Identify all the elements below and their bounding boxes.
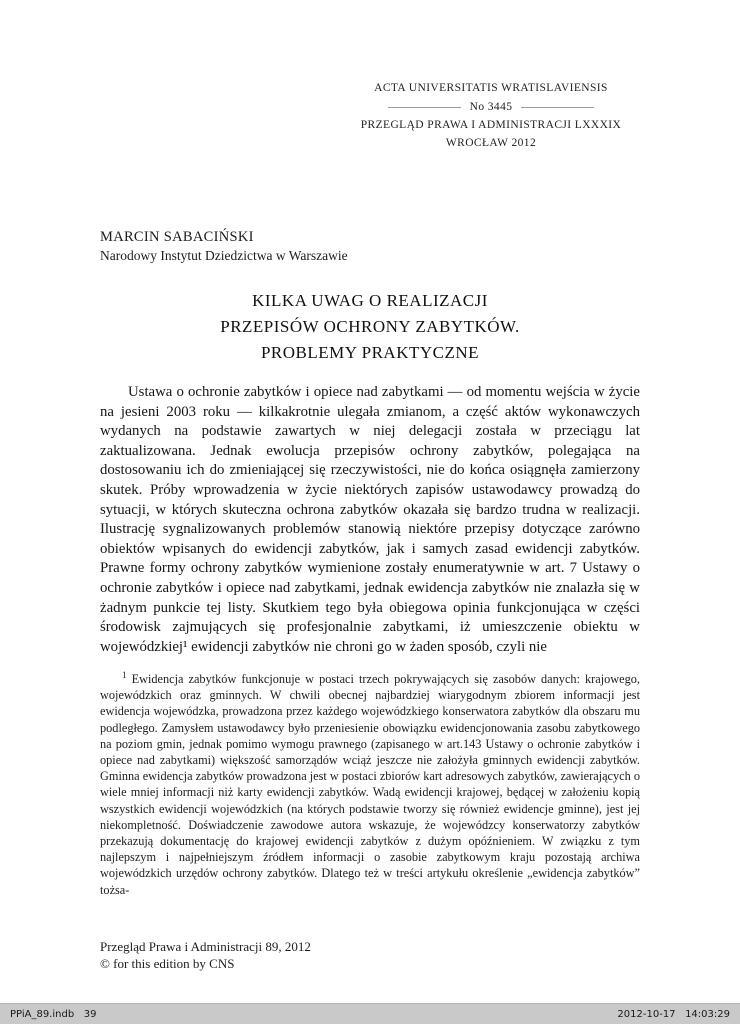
title-line-2: PRZEPISÓW OCHRONY ZABYTKÓW. xyxy=(220,317,520,336)
journal-number: No 3445 xyxy=(469,100,513,113)
statusbar-filename-page: PPiA_89.indb 39 xyxy=(10,1008,97,1020)
journal-header xyxy=(348,80,634,152)
author-block xyxy=(100,228,348,265)
title-line-3: PROBLEMY PRAKTYCZNE xyxy=(260,343,480,362)
left-rule xyxy=(388,107,461,108)
article-title xyxy=(100,288,640,366)
footer-copyright-line: © for this edition by CNS xyxy=(100,956,235,971)
footnote xyxy=(100,671,640,898)
footnote-text: Ewidencja zabytków funkcjonuje w postaci trzech pokrywających się zasobów danych: krajowego, wojewódzkich oraz gminnych. W chwili obecnej najbardziej wiarygodnym zbiorem informacji jest ewidencja wojewódzka, prowadzona przez każdego wojewódzkiego konserwatora zabytków dla obszaru mu podległego. Zamysłem ustawodawcy było przeniesienie obowiązku ewidencjonowania zasobu zabytkowego na poziom gmin, jednak pomimo wymogu prawnego (zapisanego w art.143 Ustawy o ochronie zabytków i opiece nad zabytkami) większość samorządów wciąż jeszcze nie założyła gminnych ewidencji zabytków. Gminna ewidencja zabytków prowadzona jest w postaci zbiorów kart adresowych zabytków, zawierających o wiele mniej informacji niż karty ewidencji zabytków. Wadą ewidencji krajowej, będącej w założeniu kopią wszystkich ewidencji wojewódzkich (na których podstawie tworzy się również ewidencje gminne), jest jej niekompletność. Doświadczenie zawodowe autora wskazuje, że wojewódzcy konserwatorzy zabytków przekazują dokumentację do krajowej ewidencji zabytków z dużym opóźnieniem. W związku z tym najlepszym i najpełniejszym źródłem informacji o zasobie zabytkowym kraju pozostają archiwa wojewódzkich urzędów ochrony zabytków. Dlatego też w treści artykułu określenie „ewidencja zabytków” tożsa- xyxy=(100,672,640,897)
journal-title: ACTA UNIVERSITATIS WRATISLAVIENSIS xyxy=(374,82,608,94)
statusbar-timestamp: 2012-10-17 14:03:29 xyxy=(617,1008,730,1020)
title-line-1: KILKA UWAG O REALIZACJI xyxy=(252,291,488,310)
author-affiliation: Narodowy Instytut Dziedzictwa w Warszawie xyxy=(100,248,348,263)
journal-series: PRZEGLĄD PRAWA I ADMINISTRACJI LXXXIX xyxy=(360,119,622,131)
footnote-marker: 1 xyxy=(122,669,127,680)
journal-number-row xyxy=(388,99,594,117)
body-paragraph: Ustawa o ochronie zabytków i opiece nad zabytkami — od momentu wejścia w życie na jesieni 2003 roku — kilkakrotnie ulegała zmianom, a część aktów wykonawczych wydanych na podstawie zawartych w niej delegacji została w przeciągu lat zaktualizowana. Jednak ewolucja przepisów ochrony zabytków, polegająca na dostosowaniu ich do zmieniającej się rzeczywistości, nie do końca osiągnęła zamierzony skutek. Próby wprowadzenia w życie niektórych zapisów ustawodawcy prowadzą do sytuacji, w których skuteczna ochrona zabytków okazała się bardzo trudna w realizacji. Ilustrację sygnalizowanych problemów stanowią niektóre przepisy dotyczące zarówno obiektów wpisanych do ewidencji zabytków, jak i samych zasad ewidencji zabytków. Prawne formy ochrony zabytków wymienione zostały enumeratywnie w art. 7 Ustawy o ochronie zabytków i opiece nad zabytkami, jednak ewidencja zabytków nie znalazła się w żadnym punkcie tej listy. Skutkiem tego była obiegowa opinia funkcjonująca w części środowisk zajmujących się profesjonalnie zabytkami, iż umieszczenie obiektu w wojewódzkiej¹ ewidencji zabytków nie chroni go w żaden sposób, czyli nie xyxy=(100,384,640,655)
footer-journal-line: Przegląd Prawa i Administracji 89, 2012 xyxy=(100,939,311,954)
journal-place-year: WROCŁAW 2012 xyxy=(445,136,537,149)
author-name: MARCIN SABACIŃSKI xyxy=(100,229,254,245)
page-footer xyxy=(100,938,311,972)
status-bar xyxy=(0,1003,740,1024)
right-rule xyxy=(521,107,594,108)
